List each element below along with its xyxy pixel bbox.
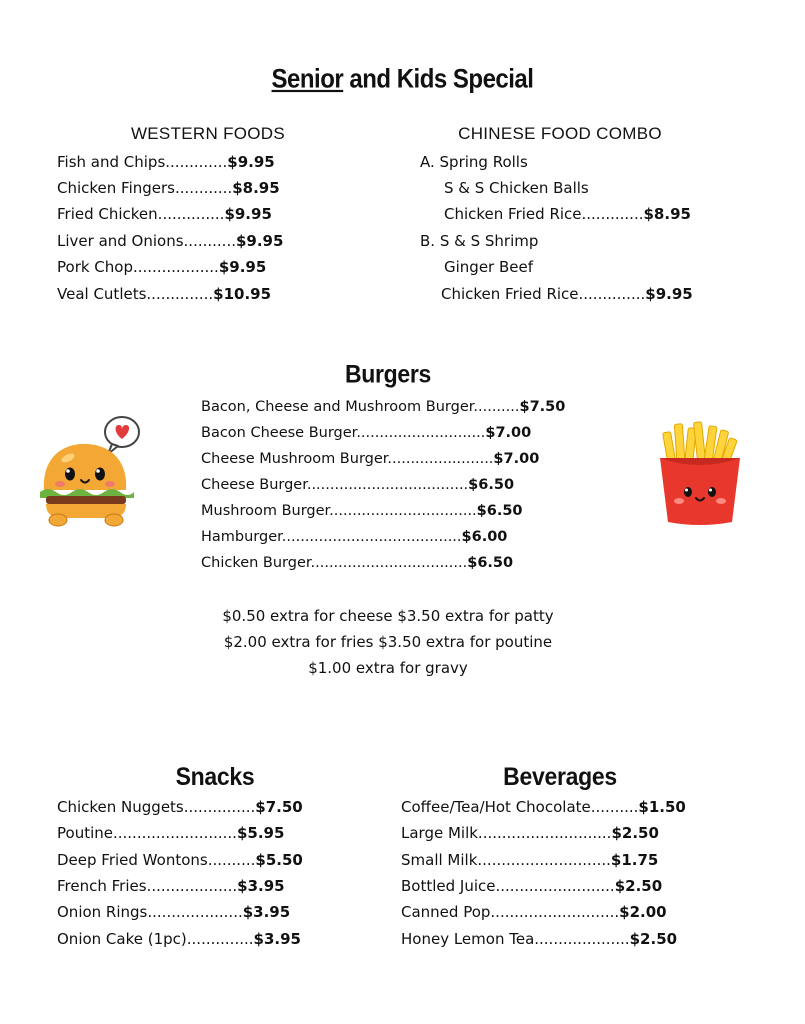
snack-item: Chicken Nuggets...............$7.50 xyxy=(57,798,303,816)
beverage-item: Small Milk............................$1.75 xyxy=(401,851,659,869)
western-item: Pork Chop..................$9.95 xyxy=(57,258,267,276)
title-rest: and Kids Special xyxy=(343,64,534,95)
western-item: Veal Cutlets..............$10.95 xyxy=(57,285,272,303)
chinese-line: B. S & S Shrimp xyxy=(420,232,539,250)
western-heading: WESTERN FOODS xyxy=(130,124,286,143)
snack-item: Poutine..........................$5.95 xyxy=(57,824,285,842)
burger-item: Hamburger.......................................$6.00 xyxy=(201,529,508,545)
burger-extra: $0.50 extra for cheese $3.50 extra for patty xyxy=(222,607,554,625)
chinese-line: Ginger Beef xyxy=(444,258,534,276)
chinese-heading: CHINESE FOOD COMBO xyxy=(458,124,662,143)
title-underlined: Senior xyxy=(271,64,344,95)
burger-extra: $2.00 extra for fries $3.50 extra for poutine xyxy=(223,633,553,651)
western-item: Chicken Fingers............$8.95 xyxy=(57,179,280,197)
snack-item: Deep Fried Wontons..........$5.50 xyxy=(57,851,303,869)
beverage-item: Canned Pop...........................$2.00 xyxy=(401,903,667,921)
burger-item: Bacon Cheese Burger............................$7.00 xyxy=(201,425,532,441)
beverages-heading: Beverages xyxy=(503,761,617,791)
burger-extra: $1.00 extra for gravy xyxy=(308,659,468,677)
burgers-heading: Burgers xyxy=(344,359,432,389)
beverage-item: Honey Lemon Tea....................$2.50 xyxy=(401,930,678,948)
snacks-heading: Snacks xyxy=(175,761,255,791)
burger-item: Cheese Burger...................................$6.50 xyxy=(201,477,515,493)
burger-icon xyxy=(38,412,142,530)
chinese-line: A. Spring Rolls xyxy=(420,153,528,171)
burger-item: Bacon, Cheese and Mushroom Burger..........$7.50 xyxy=(201,399,566,415)
western-item: Fried Chicken..............$9.95 xyxy=(57,205,272,223)
burger-item: Chicken Burger..................................$6.50 xyxy=(201,555,514,571)
western-item: Liver and Onions...........$9.95 xyxy=(57,232,284,250)
snack-item: Onion Cake (1pc)..............$3.95 xyxy=(57,930,301,948)
chinese-line: S & S Chicken Balls xyxy=(444,179,589,197)
chinese-line: Chicken Fried Rice..............$9.95 xyxy=(441,285,693,303)
beverage-item: Bottled Juice.........................$2.50 xyxy=(401,877,663,895)
snack-item: French Fries...................$3.95 xyxy=(57,877,285,895)
fries-icon xyxy=(652,418,748,530)
page-title xyxy=(0,65,805,96)
western-item: Fish and Chips.............$9.95 xyxy=(57,153,275,171)
snack-item: Onion Rings....................$3.95 xyxy=(57,903,291,921)
burger-item: Mushroom Burger................................$6.50 xyxy=(201,503,523,519)
beverage-item: Large Milk............................$2.50 xyxy=(401,824,659,842)
chinese-line: Chicken Fried Rice.............$8.95 xyxy=(444,205,691,223)
beverage-item: Coffee/Tea/Hot Chocolate..........$1.50 xyxy=(401,798,686,816)
burger-item: Cheese Mushroom Burger.......................$7.00 xyxy=(201,451,540,467)
